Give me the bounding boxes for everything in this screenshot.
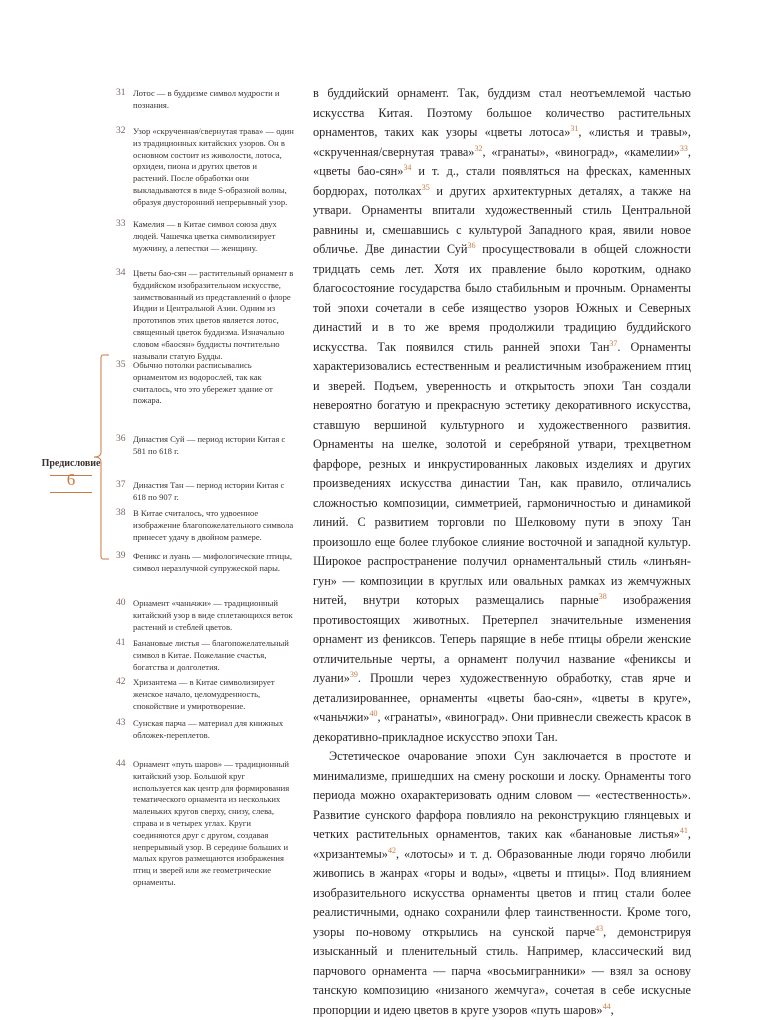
text-run: . Прошли через художественную обработку, став ярче и детализированнее, орнаменты «цветы бао-сян», «цветы в круге», «чаньчжи» xyxy=(313,671,691,724)
footnote-number: 34 xyxy=(116,268,126,278)
footnote xyxy=(116,508,294,543)
body-paragraph xyxy=(313,84,691,747)
footnote-text: Орнамент «чаньчжи» — традиционный китайский узор в виде сплетающихся веток растений и стеблей цветов. xyxy=(133,598,293,632)
footnote-number: 41 xyxy=(116,638,126,648)
footnote xyxy=(116,480,294,504)
footnote-text: Орнамент «путь шаров» — традиционный китайский узор. Большой круг используется как центр для формирования тематического орнамента из нескольких маленьких кругов сверху, снизу, слева, справа и в четырех углах. Круги соединяются друг с другом, создавая непрерывный узор. В середине больших и малых кругов размещаются изображения птиц и зверей или же геометрические орнаменты. xyxy=(133,759,290,887)
footnote-text: Лотос — в буддизме символ мудрости и познания. xyxy=(133,88,280,110)
footnote-text: Камелия — в Китае символ союза двух людей. Чашечка цветка символизирует мужчину, а лепестки — женщину. xyxy=(133,219,277,253)
footnote-text: Обычно потолки расписывались орнаментом из водорослей, так как считалось, что это убережет здание от пожара. xyxy=(133,360,273,406)
footnote-text: В Китае считалось, что удвоенное изображение благопожелательного символа принесет удачу в двойном размере. xyxy=(133,508,294,542)
text-run: , xyxy=(610,1002,614,1017)
footnote-text: Цветы бао-сян — растительный орнамент в буддийском изобразительном искусстве, заимствованный из представлений о флоре Индии и Центральной Азии. Одним из прототипов этих цветов является лотос, священный цветок буддизма. Изначально словом «баосян» буддисты почтительно называли статую Будды. xyxy=(133,268,294,361)
footnote-reference[interactable]: 32 xyxy=(474,143,483,153)
footnote-reference[interactable]: 42 xyxy=(387,845,396,855)
footnote xyxy=(116,88,294,112)
footnote-number: 36 xyxy=(116,434,126,444)
text-run: и других архитектурных деталях, а также на утвари. Орнаменты впитали художественный стиль Центральной равнины и, смешавшись с культурой Западного края, явили новое обличье. Две династии Суй xyxy=(313,183,691,256)
main-text-column xyxy=(313,84,691,1020)
footnote-reference[interactable]: 33 xyxy=(679,143,688,153)
text-run: , «листья и травы», «скрученная/свернутая трава» xyxy=(313,125,691,159)
footnote-text: Сунская парча — материал для книжных обложек-переплетов. xyxy=(133,718,284,740)
footnote-number: 31 xyxy=(116,88,126,98)
footnote-text: Узор «скрученная/свернутая трава» — один из традиционных китайских узоров. Он в основном состоит из живолости, лотоса, орхидеи, пиона и других цветов и растений. После обработки они выкладываются в виде S-образной волны, образуя двусторонний непрерывный узор. xyxy=(133,126,294,207)
body-paragraph xyxy=(313,747,691,1020)
footnote xyxy=(116,598,294,633)
footnote-text: Хризантема — в Китае символизирует женское начало, целомудренность, спокойствие и умиротворение. xyxy=(133,677,275,711)
footnote-text: Феникс и луань — мифологические птицы, символ неразлучной супружеской пары. xyxy=(133,551,293,573)
footnote-number: 37 xyxy=(116,480,126,490)
text-run: , «цветы бао-сян» xyxy=(313,144,691,178)
text-run: , «хризантемы» xyxy=(313,827,691,861)
footnote-text: Банановые листья — благопожелательный символ в Китае. Пожелание счастья, богатства и долголетия. xyxy=(133,638,289,672)
footnote-reference[interactable]: 41 xyxy=(679,825,688,835)
footnote xyxy=(116,759,294,889)
footnote-reference[interactable]: 43 xyxy=(595,923,604,933)
footnote-reference[interactable]: 44 xyxy=(602,1001,611,1011)
footnote-number: 43 xyxy=(116,718,126,728)
section-divider-bottom xyxy=(50,492,92,493)
text-run: Эстетическое очарование эпохи Сун заключается в простоте и минимализме, пришедших на смену роскоши и лоску. Орнаменты того периода можно охарактеризовать одним словом — «естественность». Развитие сунского фарфора повлияло на реконструкцию глянцевых и четких растительных орнаментов, таких как «банановые листья» xyxy=(313,749,691,841)
footnote-reference[interactable]: 31 xyxy=(570,123,579,133)
text-run: , демонстрируя изысканный и пленительный стиль. Например, классический вид парчового орнамента — парча «восьмигранники» — взял за основу танскую композицию «низаного жемчуга», сочетая в себе искусные пропорции и идею цветов в круге узоров «путь шаров» xyxy=(313,924,691,1017)
footnote-number: 38 xyxy=(116,508,126,518)
footnote-number: 33 xyxy=(116,219,126,229)
footnote-reference[interactable]: 39 xyxy=(349,669,358,679)
text-run: просуществовали в общей сложности тридцать семь лет. Хотя их правление было коротким, однако благосостояние государства было стабильным и прочным. Орнаменты той эпохи сочетали в себе изящество узоров Южных и Северных династий и в то же время продолжили традицию буддийского искусства. Так появился стиль ранней эпохи Тан xyxy=(313,242,692,354)
footnote-text: Династия Суй — период истории Китая с 581 по 618 г. xyxy=(133,434,286,456)
footnote-reference[interactable]: 34 xyxy=(403,162,412,172)
footnote-reference[interactable]: 37 xyxy=(609,338,618,348)
footnote-reference[interactable]: 35 xyxy=(421,182,430,192)
text-run: изображения противостоящих животных. Претерпел значительные изменения орнамент из фениксов. Теперь парящие в небе птицы обрели женские отличительные черты, а орнамент получил название «фениксы и луани» xyxy=(313,593,692,685)
text-run: , «гранаты», «виноград», «камелии» xyxy=(482,144,680,159)
footnote xyxy=(116,718,294,742)
footnote xyxy=(116,268,294,362)
footnote-number: 35 xyxy=(116,360,126,370)
footnote-bracket xyxy=(91,354,111,560)
text-run: в буддийский орнамент. Так, буддизм стал неотъемлемой частью искусства Китая. Поэтому большое количество растительных орнаментов, таких как узоры «цветы лотоса» xyxy=(313,86,691,139)
footnote xyxy=(116,126,294,209)
footnote xyxy=(116,677,294,712)
footnote-reference[interactable]: 36 xyxy=(467,240,476,250)
text-run: , «гранаты», «виноград». Они привнесли свежесть красок в декоративно-прикладное искусство эпохи Тан. xyxy=(313,710,691,744)
footnote-reference[interactable]: 40 xyxy=(369,708,378,718)
footnote-number: 42 xyxy=(116,677,126,687)
text-run: и т. д., стали появляться на фресках, каменных бордюрах, потолках xyxy=(313,164,691,198)
footnote-text: Династия Тан — период истории Китая с 618 по 907 г. xyxy=(133,480,285,502)
text-run: . Орнаменты характеризовались естественным и реалистичным изображением птиц и зверей. Подъем, уверенность и открытость эпохи Тан создали невероятно богатую и прекрасную эстетику декоративного искусства, ставшую вершиной культурного и художественного развития. Орнаменты на шелке, золотой и серебряной утвари, трехцветном фарфоре, резных и инкрустированных лаковых изделиях и других произведениях искусства династии Тан, как правило, отличались сложностью композиции, симметрией, гармоничностью и динамикой линий. С развитием торговли по Шелковому пути в эпоху Тан произошло еще более глубокое слияние восточной и западной культур. Широкое распространение получил орнаментальный стиль «линъян-гун» — композиции в круглых или овальных рамках из жемчужных нитей, внутри которых размещались парные xyxy=(313,339,691,607)
footnote xyxy=(116,551,294,575)
footnote-number: 44 xyxy=(116,759,126,769)
footnote xyxy=(116,219,294,254)
footnote-number: 32 xyxy=(116,126,126,136)
page-number: 6 xyxy=(66,470,76,489)
footnote-number: 39 xyxy=(116,551,126,561)
footnote xyxy=(116,434,294,458)
footnote xyxy=(116,360,294,407)
footnote xyxy=(116,638,294,673)
section-label: Предисловие xyxy=(41,458,101,469)
footnote-number: 40 xyxy=(116,598,126,608)
text-run: , «лотосы» и т. д. Образованные люди горячо любили живопись в жанрах «горы и воды», «цветы и птицы». Под влиянием изобразительного искусства орнаменты цветов и птиц стали более реалистичными, однако сохранили флер таинственности. Кроме того, узоры по-новому открылись на сунской парче xyxy=(313,846,691,939)
footnote-reference[interactable]: 38 xyxy=(598,591,607,601)
